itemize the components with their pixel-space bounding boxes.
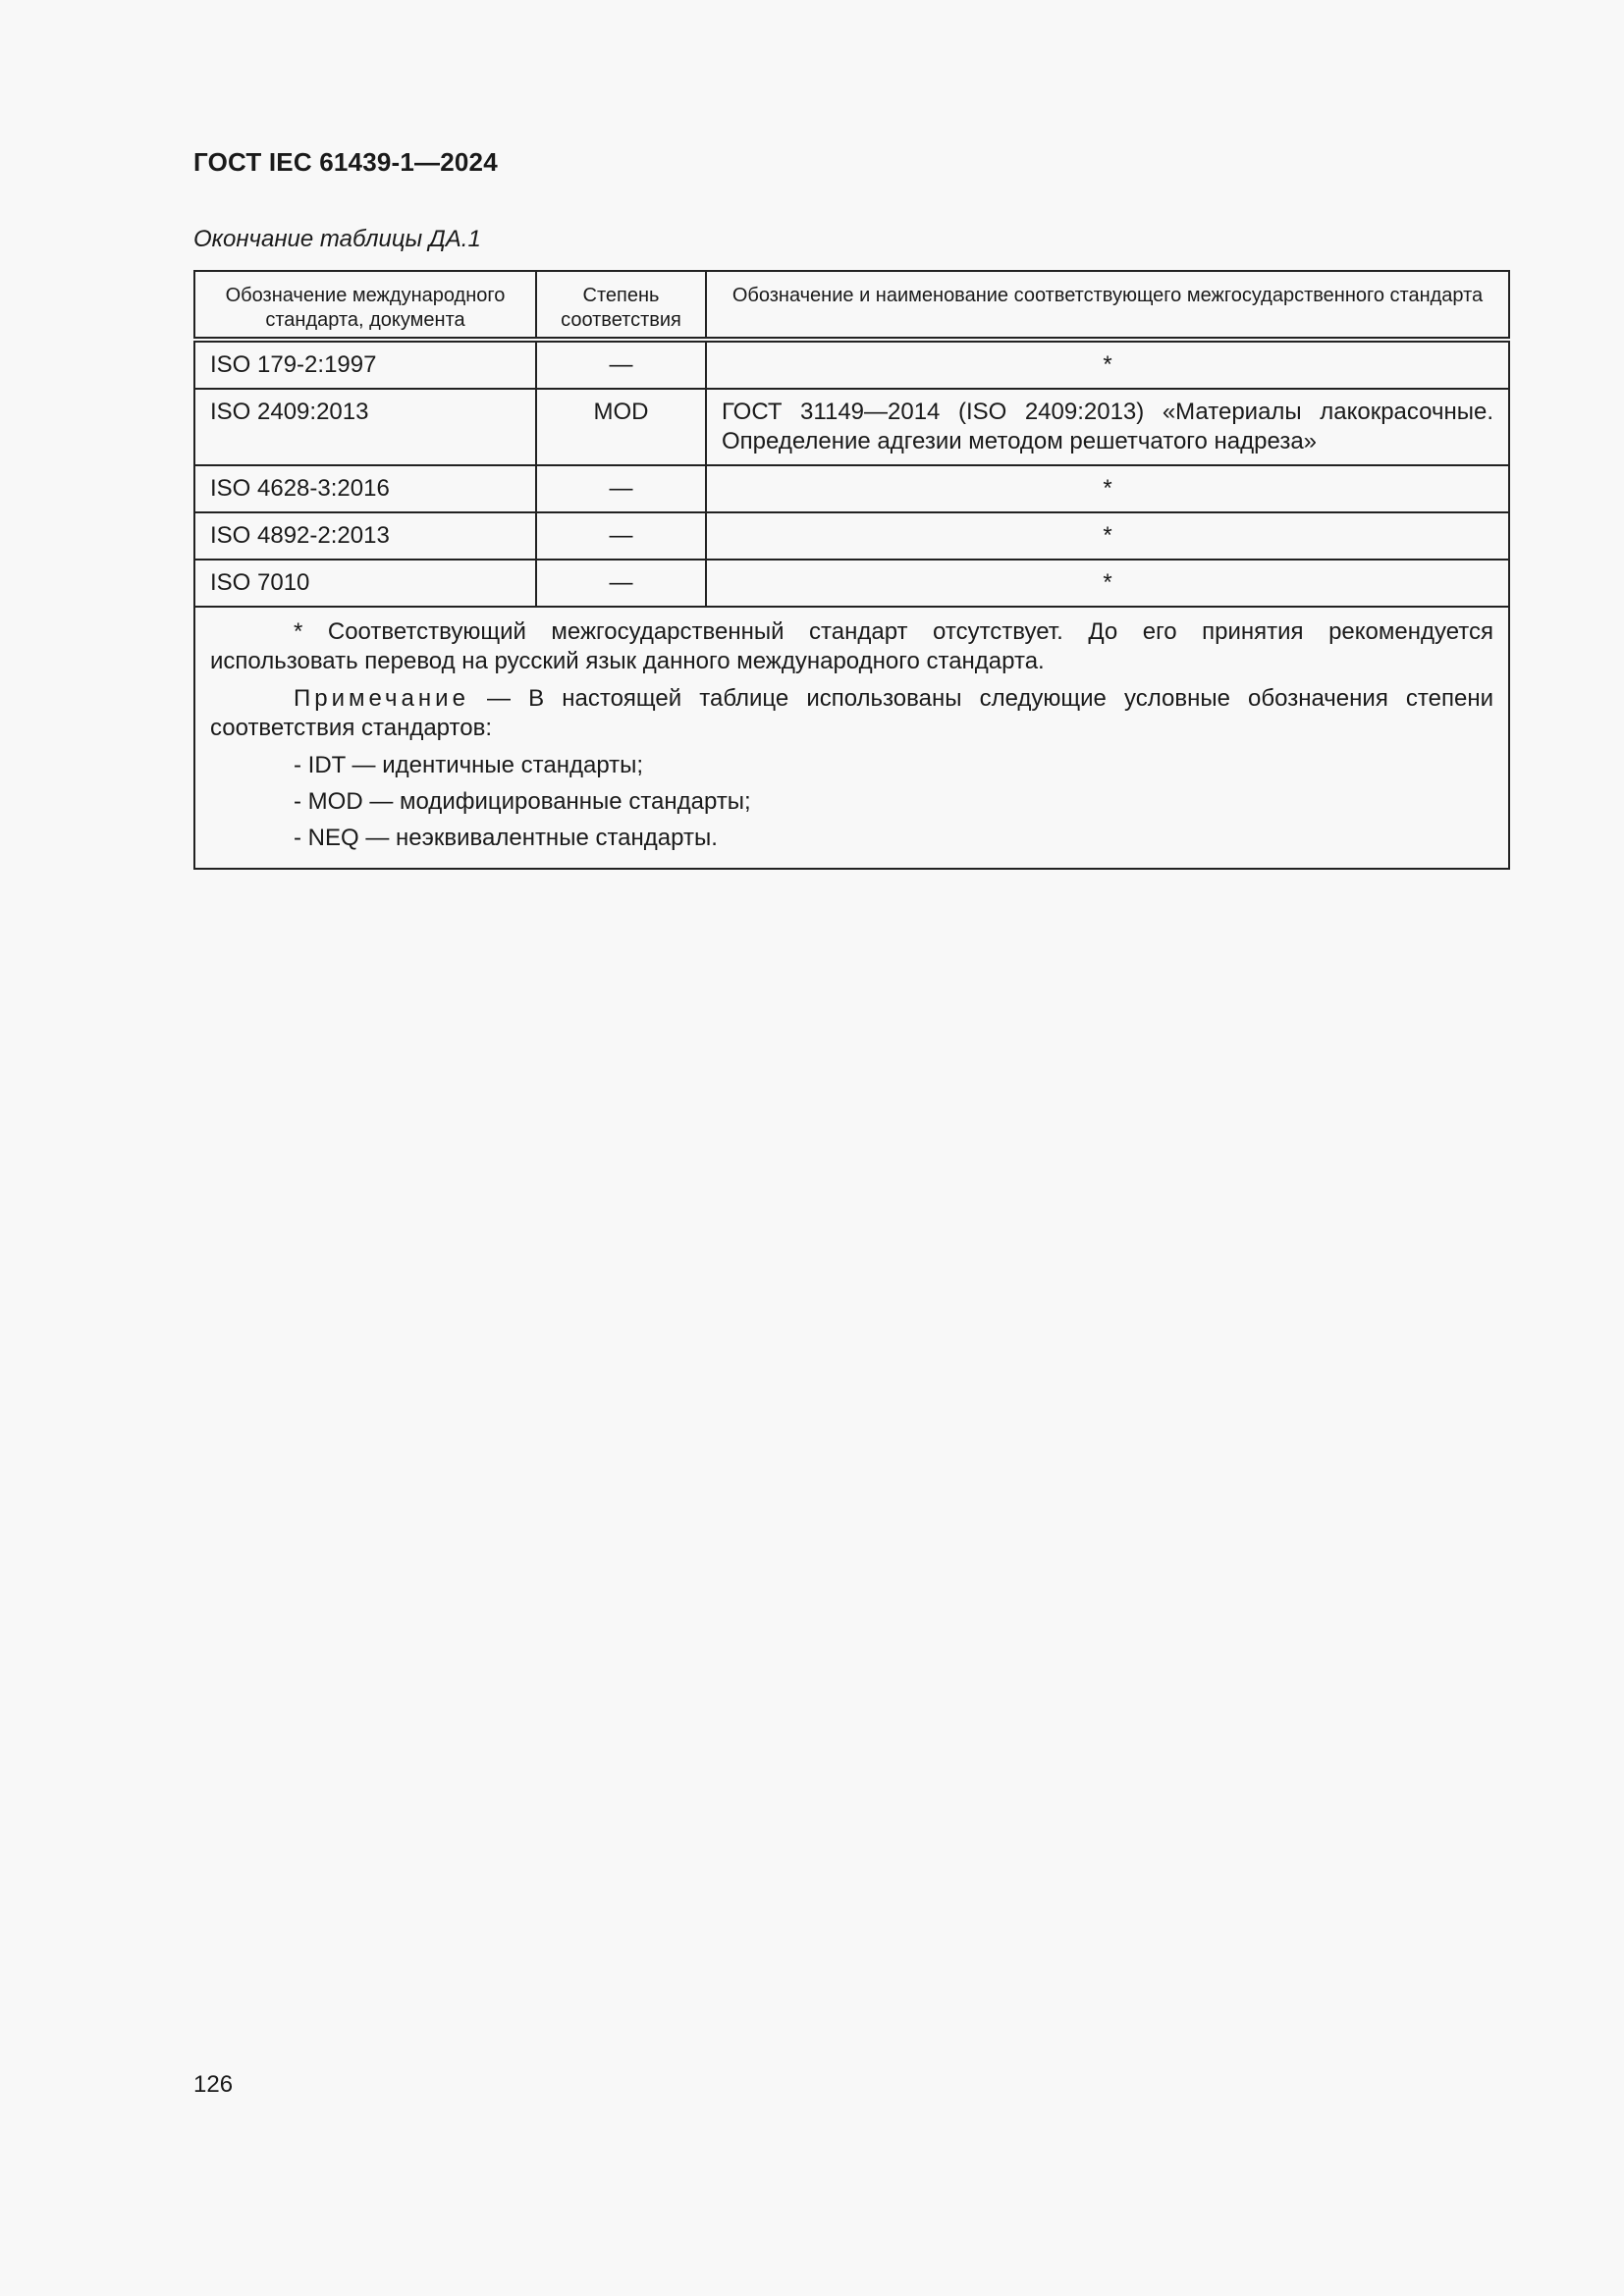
list-item: - MOD — модифицированные стандарты; (294, 788, 751, 815)
document-title: ГОСТ IEC 61439-1—2024 (193, 147, 498, 177)
list-item: - IDT — идентичные стандарты; (294, 752, 644, 778)
table-row (194, 389, 1509, 465)
cell-interstate: ГОСТ 31149—2014 (ISO 2409:2013) «Материалы лакокрасочные. Определение адгезии методом решетчатого надреза» (706, 389, 1509, 465)
column-header-international-standard: Обозначение международного стандарта, документа (194, 271, 536, 340)
table-row (194, 340, 1509, 389)
cell-interstate: * (706, 465, 1509, 512)
cell-degree: — (536, 560, 706, 607)
cell-degree: MOD (536, 389, 706, 465)
cell-interstate: * (706, 340, 1509, 389)
table-notes (194, 607, 1509, 869)
cell-degree: — (536, 340, 706, 389)
standards-correspondence-table (193, 270, 1510, 870)
note-text: — В настоящей таблице использованы следующие условные обозначения степени соответствия стандартов: (210, 685, 1493, 741)
cell-standard: ISO 4892-2:2013 (194, 512, 536, 560)
cell-standard: ISO 179-2:1997 (194, 340, 536, 389)
cell-interstate: * (706, 512, 1509, 560)
cell-degree: — (536, 465, 706, 512)
footnote-text: * Соответствующий межгосударственный стандарт отсутствует. До его принятия рекомендуется использовать перевод на русский язык данного международного стандарта. (210, 618, 1493, 674)
column-header-degree: Степень соответствия (536, 271, 706, 340)
table-row (194, 512, 1509, 560)
table-row (194, 465, 1509, 512)
table-row (194, 560, 1509, 607)
degree-legend-list (210, 751, 1493, 853)
cell-degree: — (536, 512, 706, 560)
note-label: Примечание (294, 685, 469, 712)
table-header-row (194, 271, 1509, 340)
note-paragraph (210, 684, 1493, 743)
cell-standard: ISO 4628-3:2016 (194, 465, 536, 512)
cell-interstate: * (706, 560, 1509, 607)
list-item: - NEQ — неэквивалентные стандарты. (294, 825, 718, 851)
cell-standard: ISO 7010 (194, 560, 536, 607)
column-header-interstate-standard: Обозначение и наименование соответствующего межгосударственного стандарта (706, 271, 1509, 340)
table-caption: Окончание таблицы ДА.1 (193, 226, 481, 252)
page-number: 126 (193, 2071, 234, 2098)
table-notes-row (194, 607, 1509, 869)
cell-standard: ISO 2409:2013 (194, 389, 536, 465)
